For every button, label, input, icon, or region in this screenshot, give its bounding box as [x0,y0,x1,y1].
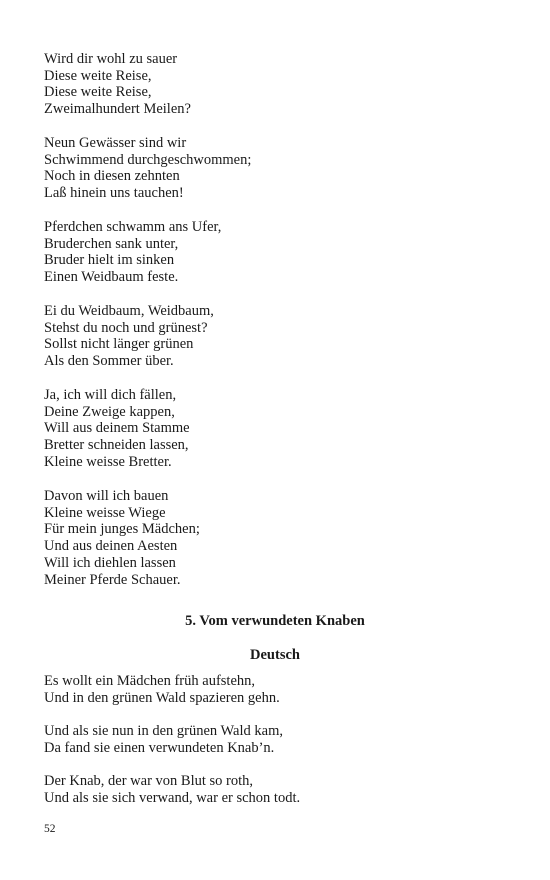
verse-line: Und als sie nun in den grünen Wald kam, [44,723,283,739]
verse-line: Bruder hielt im sinken [44,252,175,269]
verse-line: Für mein junges Mädchen; [44,521,200,538]
verse-line: Und als sie sich verwand, war er schon todt. [44,789,301,806]
verse-line: Davon will ich bauen [44,488,169,504]
verse-line: Und aus deinen Aesten [44,538,178,555]
verse-line: Schwimmend durchgeschwommen; [44,151,252,168]
verse-line: Bruderchen sank unter, [44,235,179,252]
verse-line: Will ich diehlen lassen [44,554,176,571]
poem-stanza-1 [44,51,191,118]
poem-stanza-3 [44,219,221,286]
verse-line: Stehst du noch und grünest? [44,319,208,336]
section-stanza-3 [44,773,300,806]
verse-line: Und in den grünen Wald spazieren gehn. [44,689,280,706]
verse-line: Ja, ich will dich fällen, [44,387,177,403]
section-subtitle: Deutsch [250,647,300,663]
verse-line: Noch in diesen zehnten [44,168,180,185]
verse-line: Der Knab, der war von Blut so roth, [44,773,253,789]
verse-line: Neun Gewässer sind wir [44,135,187,151]
verse-line: Einen Weidbaum feste. [44,269,179,286]
page-number: 52 [44,823,56,835]
poem-stanza-2 [44,135,251,202]
verse-line: Es wollt ein Mädchen früh aufstehn, [44,673,256,689]
verse-line: Bretter schneiden lassen, [44,437,189,454]
verse-line: Deine Zweige kappen, [44,403,175,420]
verse-line: Wird dir wohl zu sauer [44,51,178,67]
verse-line: Pferdchen schwamm ans Ufer, [44,219,222,235]
poem-stanza-5 [44,387,190,471]
verse-line: Zweimalhundert Meilen? [44,101,191,118]
verse-line: Da fand sie einen verwundeten Knab’n. [44,739,275,756]
verse-line: Diese weite Reise, [44,67,152,84]
section-stanza-2 [44,723,283,756]
verse-line: Will aus deinem Stamme [44,420,190,437]
poem-stanza-6 [44,488,200,588]
verse-line: Ei du Weidbaum, Weidbaum, [44,303,214,319]
verse-line: Sollst nicht länger grünen [44,336,194,353]
verse-line: Kleine weisse Bretter. [44,453,172,470]
verse-line: Als den Sommer über. [44,353,174,370]
verse-line: Laß hinein uns tauchen! [44,185,184,202]
verse-line: Meiner Pferde Schauer. [44,571,181,588]
section-title: 5. Vom verwundeten Knaben [185,613,365,629]
poem-stanza-4 [44,303,214,370]
section-stanza-1 [44,673,280,706]
verse-line: Diese weite Reise, [44,84,152,101]
verse-line: Kleine weisse Wiege [44,504,166,521]
